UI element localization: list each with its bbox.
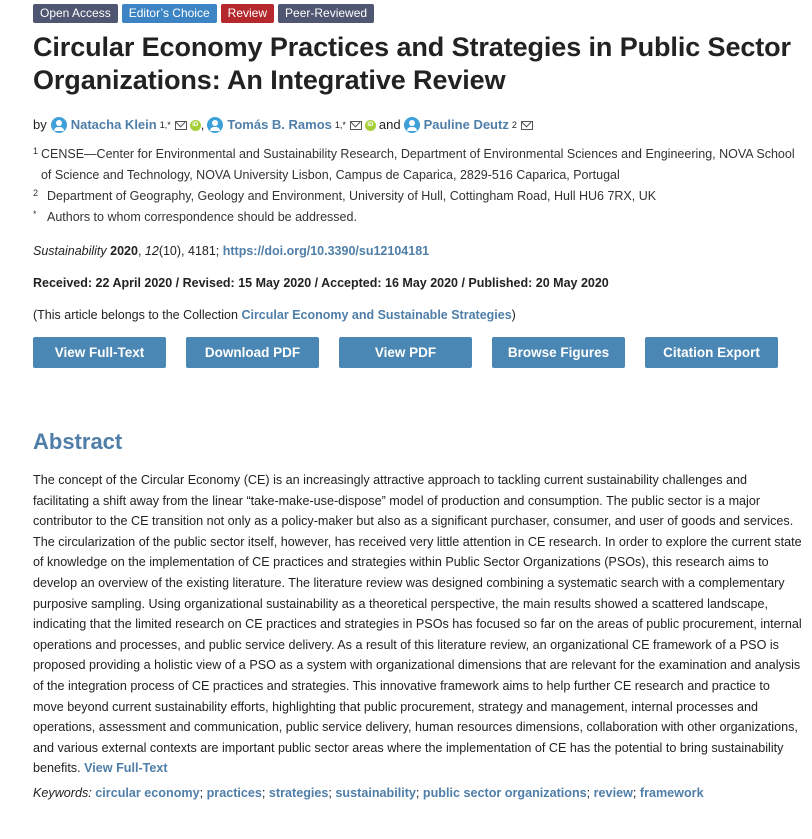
article-title: Circular Economy Practices and Strategies in Public Sector Organizations: An Integrative Review [33, 32, 791, 95]
affiliation-text: Department of Geography, Geology and Environment, University of Hull, Cottingham Road, Hull HU6 7RX, UK [47, 189, 657, 203]
mail-icon[interactable] [350, 121, 362, 130]
download-pdf-button[interactable]: Download PDF [186, 337, 319, 368]
keyword-separator: ; [328, 785, 332, 800]
keyword-link[interactable]: strategies [268, 785, 329, 800]
affiliation-item [33, 144, 803, 186]
author-name[interactable]: Tomás B. Ramos [227, 117, 332, 132]
affiliation-number: 1 [33, 146, 39, 156]
view-pdf-button[interactable]: View PDF [339, 337, 472, 368]
view-full-text-button[interactable]: View Full-Text [33, 337, 166, 368]
person-icon[interactable] [404, 117, 420, 133]
person-icon[interactable] [51, 117, 67, 133]
article-actions [33, 337, 803, 368]
keyword-link[interactable]: framework [639, 785, 704, 800]
keyword-link[interactable]: review [593, 785, 633, 800]
collection-note [33, 306, 803, 324]
author-pauline-deutz[interactable]: Pauline Deutz 2 [404, 116, 533, 134]
affiliations [33, 144, 803, 228]
publication-dates: Received: 22 April 2020 / Revised: 15 May 2020 / Accepted: 16 May 2020 / Published: 20 May 2020 [33, 276, 609, 290]
citation-volume: 12 [144, 244, 159, 258]
keywords [33, 783, 803, 803]
peer-reviewed-badge[interactable]: Peer-Reviewed [278, 4, 374, 23]
doi-link[interactable]: https://doi.org/10.3390/su12104181 [222, 244, 430, 258]
mail-icon[interactable] [175, 121, 187, 130]
keyword-link[interactable]: public sector organizations [422, 785, 587, 800]
affiliation-item [33, 186, 803, 207]
orcid-icon[interactable]: iD [190, 120, 201, 131]
keyword-separator: ; [632, 785, 637, 800]
author-separator: , [200, 117, 205, 132]
affiliation-item [33, 207, 803, 228]
citation-line: Sustainability 2020, 12(10), 4181; https://doi.org/10.3390/su12104181 [33, 244, 430, 258]
citation-year: 2020 [110, 244, 138, 258]
journal-name: Sustainability [33, 244, 107, 258]
keyword-separator: ; [586, 785, 591, 800]
abstract-view-full-text-link[interactable]: View Full-Text [84, 761, 168, 776]
orcid-icon[interactable]: iD [365, 120, 376, 131]
abstract-body [33, 470, 803, 779]
browse-figures-button[interactable]: Browse Figures [492, 337, 625, 368]
review-badge: Review [221, 4, 274, 23]
abstract-heading: Abstract [33, 429, 123, 454]
person-icon[interactable] [207, 117, 223, 133]
keywords-label: Keywords: [33, 785, 92, 800]
keyword-separator: ; [199, 785, 204, 800]
and-label: and [378, 117, 401, 132]
author-name[interactable]: Pauline Deutz [423, 117, 509, 132]
affiliation-text: Authors to whom correspondence should be addressed. [47, 210, 357, 224]
open-access-badge[interactable]: Open Access [33, 4, 118, 23]
affiliation-text: CENSE—Center for Environmental and Sustainability Research, Department of Environmental Sciences and Engineering, NOVA School of Science and Technology, NOVA University Lisbon, Campus de Caparica, 2829-516 Caparica, Portugal [40, 147, 795, 182]
keyword-link[interactable]: sustainability [335, 785, 416, 800]
article-page [33, 4, 803, 803]
author-tomas-ramos[interactable]: Tomás B. Ramos 1,* iD [207, 116, 376, 134]
editors-choice-badge[interactable]: Editor’s Choice [122, 4, 217, 23]
by-label: by [33, 117, 47, 132]
citation-issue: (10), 4181; [158, 244, 223, 258]
citation-export-button[interactable]: Citation Export [645, 337, 778, 368]
collection-prefix: (This article belongs to the Collection [33, 308, 242, 322]
abstract-text: The concept of the Circular Economy (CE) is an increasingly attractive approach to tackling current sustainability challenges and facilitating a shift away from the linear “take-make-use-dispose” model of production and consumption. The public sector is a major contributor to the CE transition not only as a policy-maker but also as a significant purchaser, consumer, and user of goods and services. The circularization of the public sector itself, however, has received very little attention in CE research. In order to explore the current state of knowledge on the implementation of CE practices and strategies within Public Sector Organizations (PSOs), this research aims to develop an overview of the existing literature. The literature review was designed combining a systematic search with a complementary purposive sampling. Using organizational sustainability as a theoretical perspective, the main results showed a scattered landscape, indicating that the limited research on CE practices and strategies in PSOs has focused so far on the areas of public procurement, internal operations and processes, and public service delivery. As a result of this literature review, an organizational CE framework of a PSO is proposed providing a holistic view of a PSO as a system with organizational dimensions that are relevant for the examination and analysis of the integration process of CE practices and strategies. This innovative framework aims to help further CE research and practice to move beyond current sustainability efforts, highlighting that public procurement, strategy and management, internal processes and operations, assessment and communication, public service delivery, human resources dimensions, collaboration with other organizations, and various external contexts are important public sector areas where the implementation of CE has the potential to bring sustainability benefits. [33, 473, 802, 776]
keyword-separator: ; [261, 785, 266, 800]
mail-icon[interactable] [521, 121, 533, 130]
author-list [33, 116, 803, 134]
collection-link[interactable]: Circular Economy and Sustainable Strategies [241, 308, 512, 322]
author-name[interactable]: Natacha Klein [70, 117, 157, 132]
article-badges [33, 4, 803, 23]
affiliation-number: * [33, 209, 37, 219]
collection-suffix: ) [511, 308, 516, 322]
author-natacha-klein[interactable]: Natacha Klein 1,* iD [51, 116, 201, 134]
keyword-link[interactable]: circular economy [95, 785, 200, 800]
keyword-link[interactable]: practices [206, 785, 262, 800]
affiliation-number: 2 [33, 188, 39, 198]
keyword-separator: ; [415, 785, 420, 800]
